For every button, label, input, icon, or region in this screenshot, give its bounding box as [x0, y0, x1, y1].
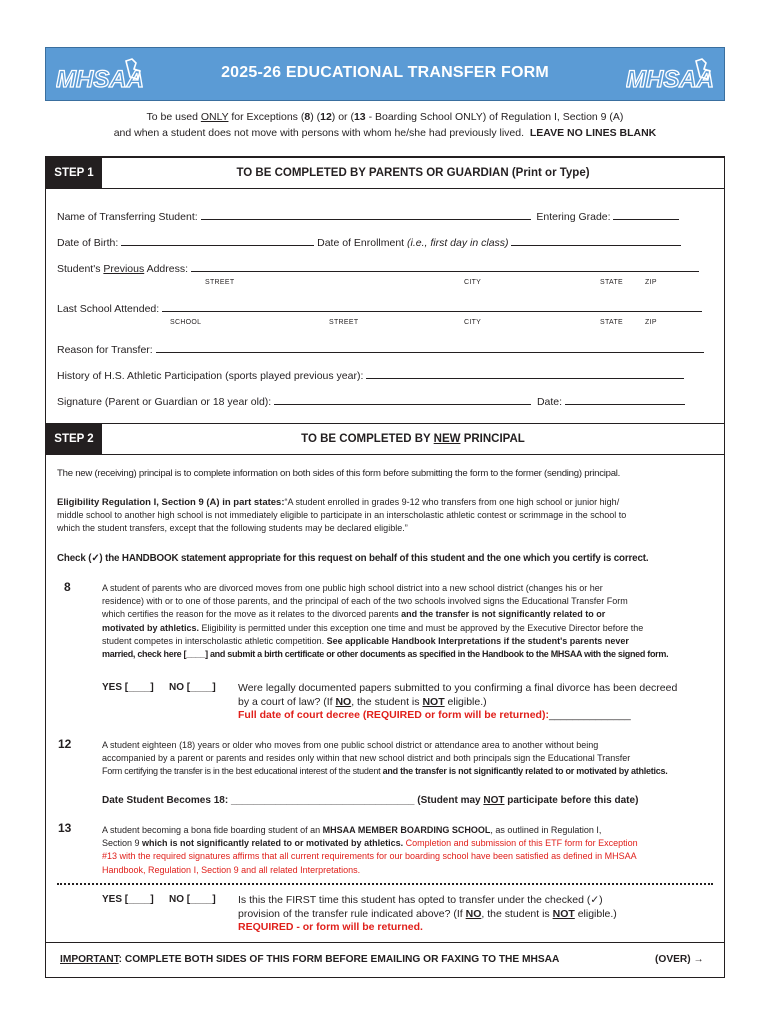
cap-street: STREET: [205, 279, 235, 286]
cap-zip: ZIP: [645, 279, 657, 286]
date-of-enrollment-field[interactable]: [511, 235, 681, 246]
entering-grade-field[interactable]: [613, 209, 679, 220]
exception-13-text: A student becoming a bona fide boarding student of an MHSAA MEMBER BOARDING SCHOOL, as outlined in Regulation I, Section 9 which is not significantly related to or motivated by athletics. Completion and submission of this ETF form for Exception #13 with the required signatures affirms that all current requirements for our boarding school have been satisfied as defined in MHSAA Handbook, Regulation I, Section 9 and all related Interpretations.: [102, 825, 638, 875]
last-school-field[interactable]: [162, 301, 702, 312]
mhsaa-logo-right: [626, 57, 714, 93]
footer-important: IMPORTANT: COMPLETE BOTH SIDES OF THIS FORM BEFORE EMAILING OR FAXING TO THE MHSAA: [60, 954, 560, 965]
step1-title: TO BE COMPLETED BY PARENTS OR GUARDIAN (Print or Type): [236, 167, 590, 179]
step2-label: STEP 2: [46, 424, 102, 454]
step1-label: STEP 1: [46, 158, 102, 188]
address-row: Student's Previous Address:: [57, 261, 699, 275]
form-title: 2025-26 EDUCATIONAL TRANSFER FORM: [221, 64, 549, 81]
exception-8-yes[interactable]: YES [____]: [102, 682, 154, 693]
last-school-row: Last School Attended:: [57, 301, 702, 315]
step2-header: [46, 423, 724, 455]
history-field[interactable]: [366, 368, 684, 379]
header-banner: [45, 47, 725, 101]
footer-divider: [46, 942, 724, 943]
exception-12-text: A student eighteen (18) years or older who moves from one public school district or attendance area to another without being accompanied by a parent or parents and resides only within that new school district and both principals sign the Educational Transfer Form certifying the transfer is in the best educational interest of the student and the transfer is not significantly related to or motivated by athletics.: [102, 740, 668, 777]
exception-13-no[interactable]: NO [____]: [169, 894, 216, 905]
cap-state: STATE: [600, 279, 624, 286]
cap-school-zip: ZIP: [645, 319, 657, 326]
exception-8-text: A student of parents who are divorced moves from one public high school district into a new school district (changes his or her residence) with or to one of those parents, and the principal of each of the two schools involved signs the Educational Transfer Form which certifies the reason for the move as it relates to the divorced parents and the transfer is not significantly related to or motivated by athletics. Eligibility is permitted under this exception one time and must be approved by the Executive Director before the student competes in interscholastic athletic competition. See applicable Handbook Interpretations if the student's parents never married, check here [____] and submit a birth certificate or other documents as specified in the Handbook to the MHSAA with the signed form.: [102, 583, 669, 660]
student-name-row: Name of Transferring Student: Entering Grade:: [57, 209, 679, 223]
exception-12-number: 12: [58, 737, 72, 751]
intro-line-2: and when a student does not move with persons with whom he/she had previously lived. LEAVE NO LINES BLANK: [113, 127, 657, 139]
exception-13-yes[interactable]: YES [____]: [102, 894, 154, 905]
reason-row: Reason for Transfer:: [57, 342, 704, 356]
exception-8-no[interactable]: NO [____]: [169, 682, 216, 693]
svg-text:MHSAA: MHSAA: [56, 66, 144, 93]
dotted-separator: [57, 883, 713, 885]
date-becomes-18-field[interactable]: _________________________________: [230, 795, 415, 806]
reason-field[interactable]: [156, 342, 704, 353]
check-instruction: Check (✓) the HANDBOOK statement appropriate for this request on behalf of this student and the one which you certify is correct.: [57, 553, 649, 564]
student-name-field[interactable]: [201, 209, 531, 220]
cap-school: SCHOOL: [170, 319, 202, 326]
date-becomes-18-row: Date Student Becomes 18: _________________________________ (Student may NOT participate before this date): [102, 795, 639, 806]
cap-school-state: STATE: [600, 319, 624, 326]
student-address-field[interactable]: [191, 261, 699, 272]
intro-line-1: To be used ONLY for Exceptions (8) (12) or (13 - Boarding School ONLY) of Regulation I, Section 9 (A): [146, 111, 624, 123]
signature-field[interactable]: [274, 394, 531, 405]
cap-city: CITY: [464, 279, 482, 286]
regulation-text: Eligibility Regulation I, Section 9 (A) in part states:“A student enrolled in grades 9-12 who transfers from one high school or junior high/ middle school to another high school is not immediately eligible to participate in an interscholastic athletic contest or scrimmage in the school to which the student transfers, except that the following students may be declared eligible.”: [57, 497, 627, 534]
step2-title: TO BE COMPLETED BY NEW PRINCIPAL: [301, 433, 525, 445]
footer-over: (OVER) →: [655, 954, 704, 965]
exception-8-question: Were legally documented papers submitted to you confirming a final divorce has been decreed by a court of law? (If NO, the student is NOT eligible.) Full date of court decree (REQUIRED or form will be returned):______________: [238, 682, 678, 721]
exception-8-number: 8: [64, 580, 71, 594]
step2-instruction: The new (receiving) principal is to complete information on both sides of this form before submitting the form to the former (sending) principal.: [57, 468, 621, 479]
step1-header: [46, 157, 724, 189]
history-row: History of H.S. Athletic Participation (sports played previous year):: [57, 368, 684, 382]
exception-13-question: Is this the FIRST time this student has opted to transfer under the checked (✓) provision of the transfer rule indicated above? (If NO, the student is NOT eligible.) REQUIRED - or form will be returned.: [238, 894, 617, 933]
exception-13-number: 13: [58, 821, 72, 835]
cap-school-city: CITY: [464, 319, 482, 326]
signature-date-field[interactable]: [565, 394, 685, 405]
dob-row: Date of Birth: Date of Enrollment (i.e., first day in class): [57, 235, 681, 249]
signature-row: Signature (Parent or Guardian or 18 year old): Date:: [57, 394, 685, 408]
date-of-birth-field[interactable]: [121, 235, 314, 246]
cap-school-street: STREET: [329, 319, 359, 326]
svg-text:MHSAA: MHSAA: [626, 66, 714, 93]
